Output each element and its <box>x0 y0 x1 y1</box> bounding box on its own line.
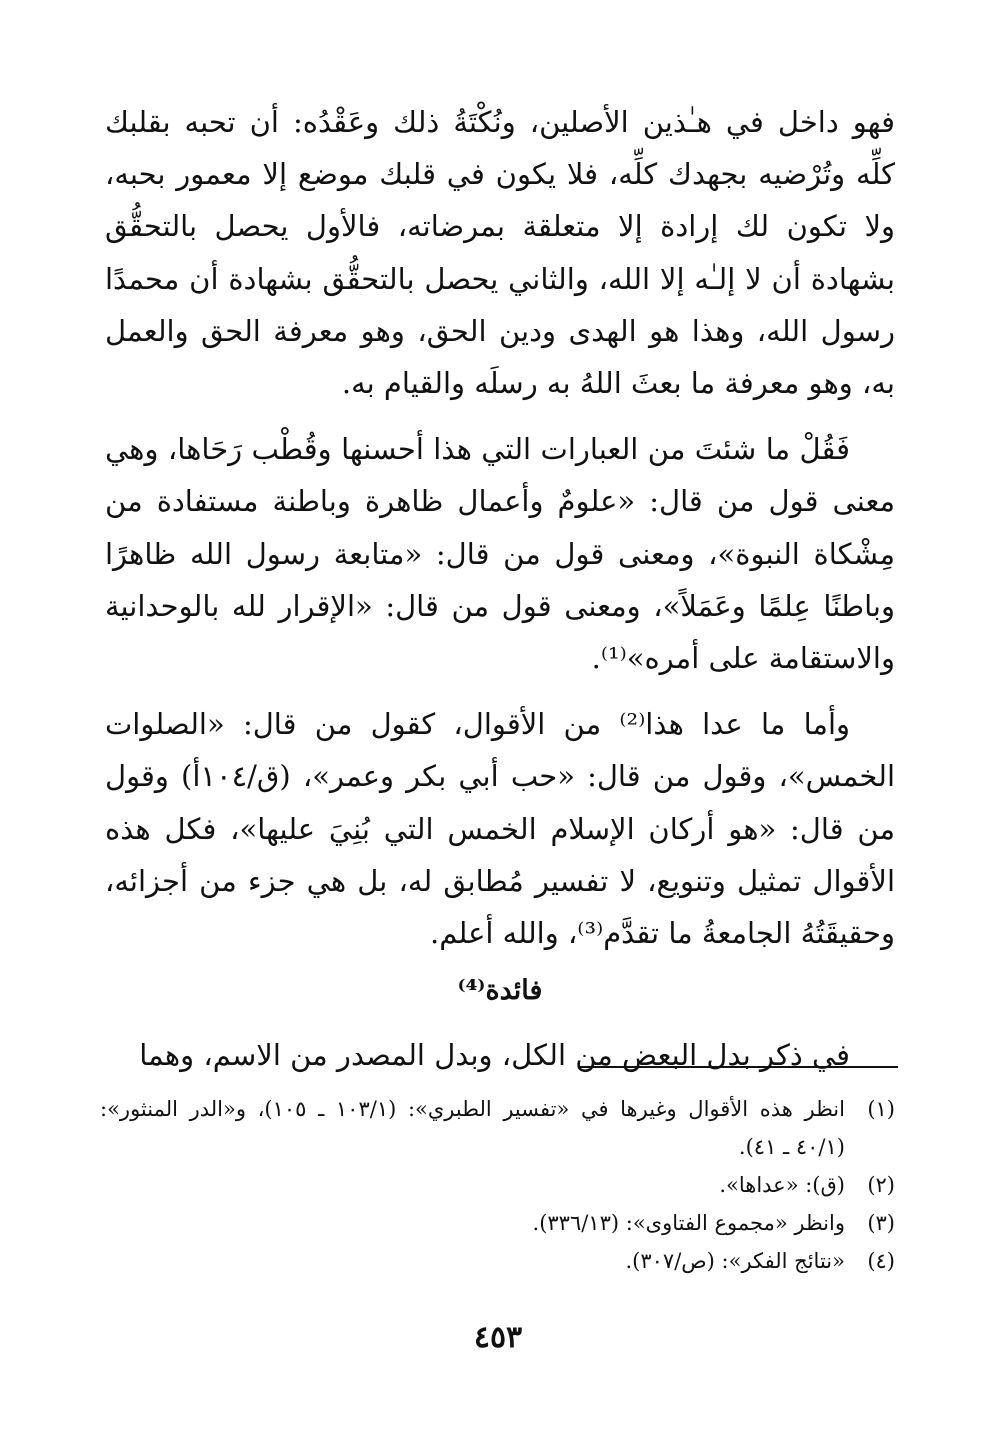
footnote-text: انظر هذه الأقوال وغيرها في «تفسير الطبري»: (١٠٣/١ ـ ١٠٥)، و«الدر المنثور»: (٤٠/١ ـ ٤١). <box>100 1097 845 1159</box>
footnote-text: (ق): «عداها». <box>719 1173 845 1197</box>
footnote-number: (١) <box>867 1097 895 1121</box>
paragraph-4: في ذكر بدل البعض من الكل، وبدل المصدر من الاسم، وهما <box>139 1038 850 1073</box>
footnote-item <box>100 1166 895 1204</box>
section-heading: فائدة⁽⁴⁾ <box>457 975 543 1007</box>
paragraph-3: وأما ما عدا هذا⁽²⁾ من الأقوال، كقول من قال: «الصلوات الخمس»، وقول من قال: «حب أبي بكر وعمر»، (ق/١٠٤أ) وقول من قال: «هو أركان الإسلام الخمس التي بُنِيَ عليها»، فكل هذه الأقوال تمثيل وتنويع، لا تفسير مُطابق له، بل هي جزء من أجزائه، وحقيقَتُهُ الجامعةُ ما تقدَّم⁽³⁾، والله أعلم. <box>105 707 895 951</box>
main-text <box>105 96 895 1082</box>
footnote-item <box>100 1204 895 1242</box>
footnote-item <box>100 1090 895 1166</box>
paragraph-1: فهو داخل في هـٰذين الأصلين، ونُكْتَةُ ذلك وعَقْدُه: أن تحبه بقلبك كلِّه وتُرْضيه بجهدك كلِّه، فلا يكون في قلبك موضع إلا معمور بحبه، ولا تكون لك إرادة إلا متعلقة بمرضاته، فالأول يحصل بالتحقُّق بشهادة أن لا إلـٰه إلا الله، والثاني يحصل بالتحقُّق بشهادة أن محمدًا رسول الله، وهذا هو الهدى ودين الحق، وهو معرفة الحق والعمل به، وهو معرفة ما بعثَ اللهُ به رسلَه والقيام به. <box>105 105 895 401</box>
footnote-separator <box>578 1066 898 1068</box>
footnote-number: (٣) <box>867 1211 895 1235</box>
paragraph-2: فَقُلْ ما شئتَ من العبارات التي هذا أحسنها وقُطْب رَحَاها، وهي معنى قول من قال: «علومٌ وأعمال ظاهرة وباطنة مستفادة من مِشْكاة النبوة»، ومعنى قول من قال: «متابعة رسول الله ظاهرًا وباطنًا عِلمًا وعَمَلاً»، ومعنى قول من قال: «الإقرار لله بالوحدانية والاستقامة على أمره»⁽¹⁾. <box>105 432 895 676</box>
footnote-item <box>100 1242 895 1280</box>
footnote-number: (٢) <box>867 1173 895 1197</box>
footnote-number: (٤) <box>867 1249 895 1273</box>
footnotes <box>100 1090 895 1280</box>
page-number: ٤٥٣ <box>473 1320 523 1355</box>
footnote-text: «نتائج الفكر»: (ص/٣٠٧). <box>625 1249 845 1273</box>
footnote-text: وانظر «مجموع الفتاوى»: (٣٣٦/١٣). <box>532 1211 845 1235</box>
